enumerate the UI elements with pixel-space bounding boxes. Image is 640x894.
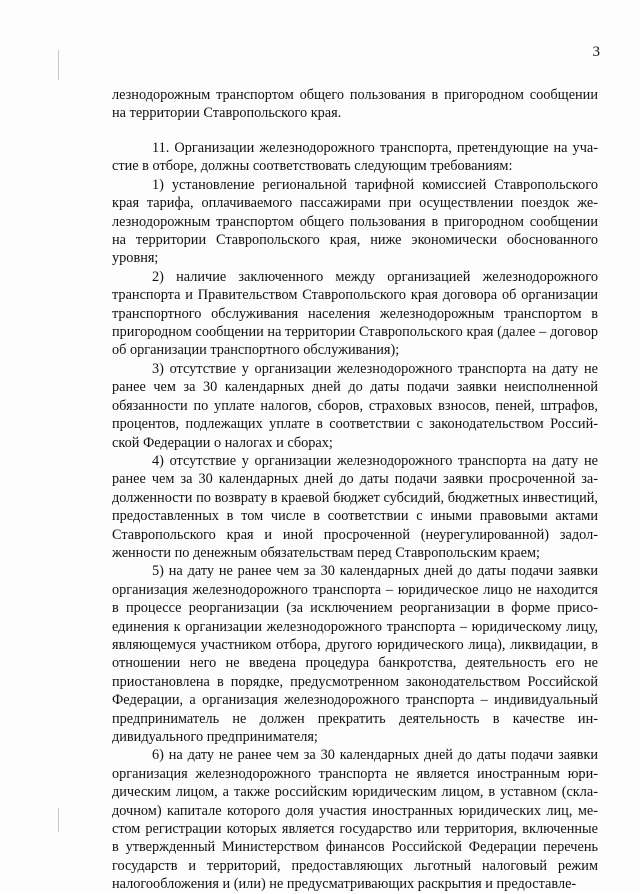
requirement-1: 1) установление региональной тарифной комиссией Ставропольского края тарифа, оплачиваемого пассажирами при осуществлении поездок железнодорожным транспортом общего пользования в пригородном сообщении на территории Ставропольского края, ниже экономически обоснованного уровня; — [112, 176, 598, 267]
requirement-5: 5) на дату не ранее чем за 30 календарных дней до даты подачи заявки организация железнодорожного транспорта – юридическое лицо не находится в процессе реорганизации (за исключением реорганизации в форме присоединения к организации железнодорожного транспорта – юридическому лицу, являющемуся участником отбора, другого юридического лица), ликвидации, в отношении него не введена процедура банкротства, деятельность его не приостановлена в порядке, предусмотренном законодательством Российской Федерации, а организация железнодорожного транспорта – индивидуальный предприниматель не должен прекратить деятельность в качестве индивидуального предпринимателя; — [112, 563, 598, 745]
scan-mark-bottom — [58, 808, 59, 832]
requirement-4: 4) отсутствие у организации железнодорожного транспорта на дату не ранее чем за 30 календарных дней до даты подачи заявки просроченной задолженности по возврату в краевой бюджет субсидий, бюджетных инвестиций, предоставленных в том числе в соответствии с иными правовыми актами Ставропольского края и иной просроченной (неурегулированной) задолженности по денежным обязательствам перед Ставропольским краем; — [112, 452, 598, 561]
scan-mark-top — [58, 50, 59, 80]
requirement-6: 6) на дату не ранее чем за 30 календарных дней до даты подачи заявки организация железнодорожного транспорта не является иностранным юридическим лицом, а также российским юридическим лицом, в уставном (складочном) капитале которого доля участия иностранных юридических лиц, местом регистрации которых является государство или территория, включенные в утвержденный Министерством финансов Российской Федерации перечень государств и территорий, предоставляющих льготный налоговый режим налогообложения и (или) не предусматривающих раскрытия и предоставле- — [112, 747, 598, 893]
continuation-block — [112, 86, 598, 123]
continuation-paragraph: лезнодорожным транспортом общего пользования в пригородном сообщении на территории Ставропольского края. — [112, 87, 598, 122]
requirement-2: 2) наличие заключенного между организацией железнодорожного транспорта и Правительством Ставропольского края договора об организации транспортного обслуживания населения железнодорожным транспортом в пригородном сообщении на территории Ставропольского края (далее – договор об организации транспортного обслуживания); — [112, 268, 598, 359]
page-number: 3 — [592, 44, 600, 60]
requirement-3: 3) отсутствие у организации железнодорожного транспорта на дату не ранее чем за 30 календарных дней до даты подачи заявки неисполненной обязанности по уплате налогов, сборов, страховых взносов, пеней, штрафов, процентов, подлежащих уплате в соответствии с законодательством Российской Федерации о налогах и сборах; — [112, 360, 598, 451]
requirements-block — [112, 139, 598, 894]
paragraph-11-intro: 11. Организации железнодорожного транспорта, претендующие на участие в отборе, должны соответствовать следующим требованиям: — [112, 140, 598, 175]
